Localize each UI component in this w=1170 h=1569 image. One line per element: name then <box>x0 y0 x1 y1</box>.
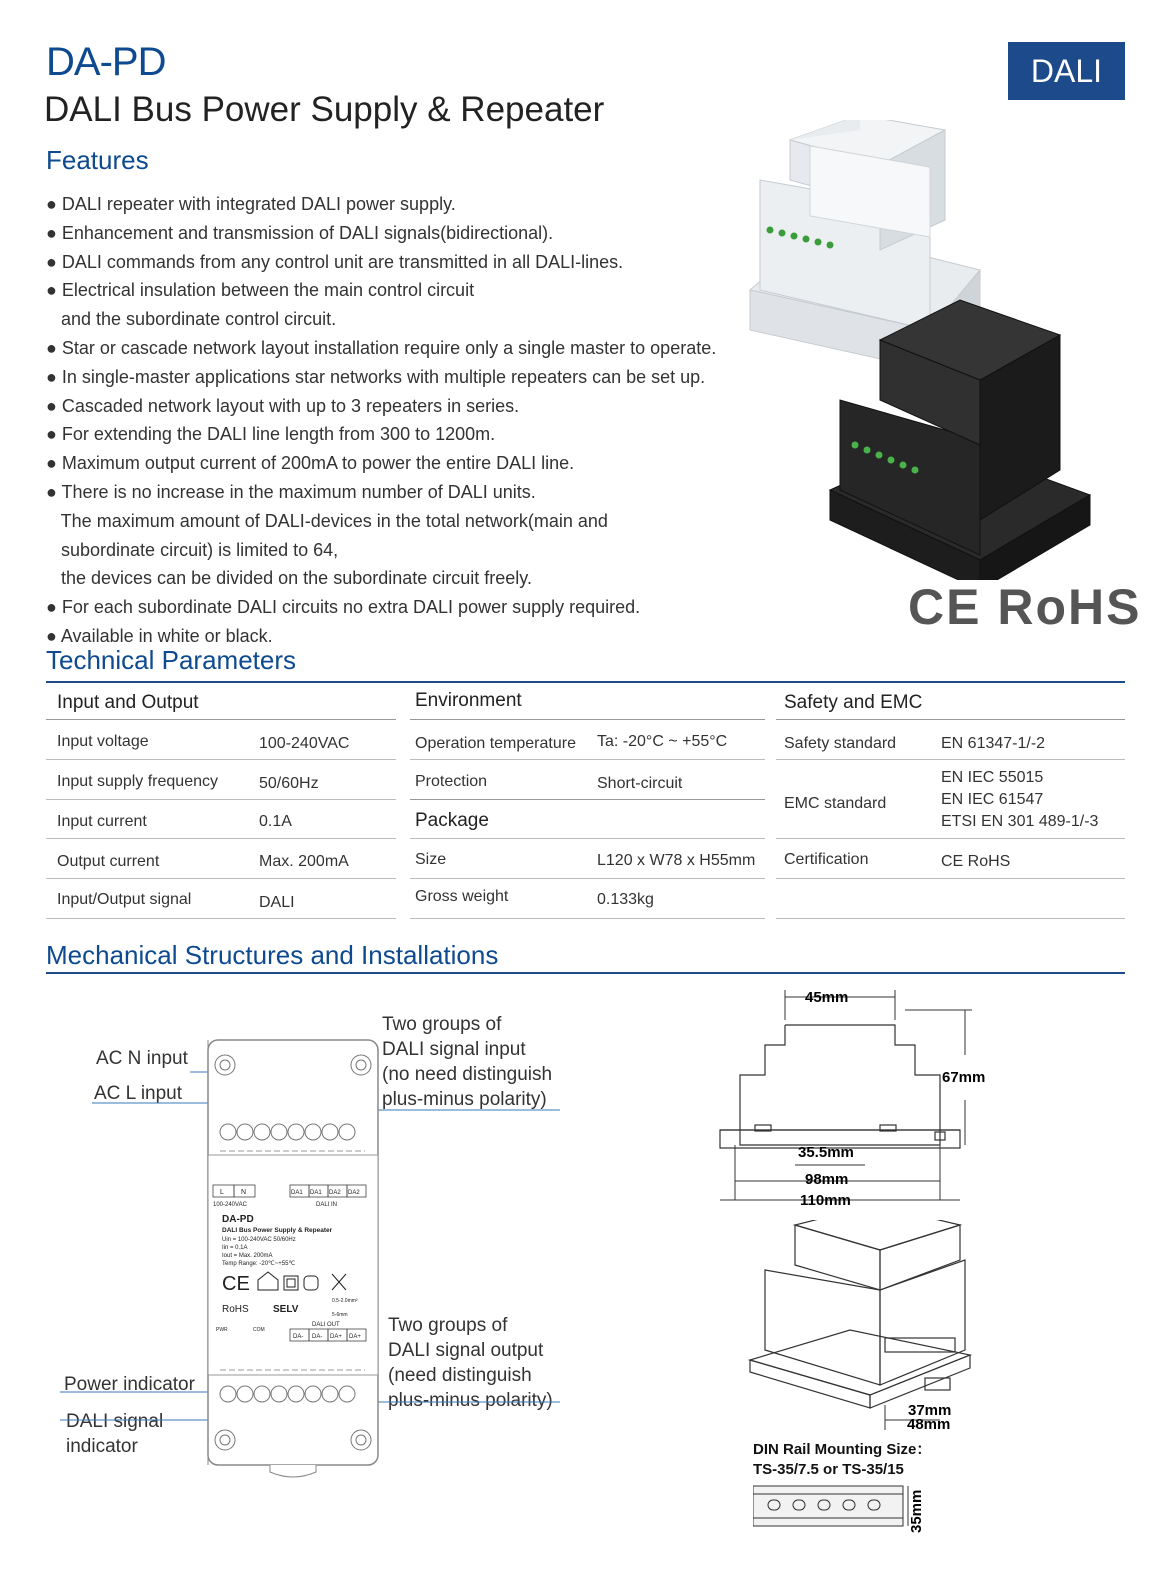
feature-item: ● Electrical insulation between the main control circuit <box>46 280 475 301</box>
dim-110: 110mm <box>800 1192 851 1209</box>
label-line: plus-minus polarity) <box>382 1089 547 1110</box>
mech-rule <box>46 972 1125 974</box>
label-line: DALI signal <box>66 1411 164 1432</box>
feature-item: ● For each subordinate DALI circuits no extra DALI power supply required. <box>46 597 641 618</box>
feature-item: ● In single-master applications star networks with multiple repeaters can be set up. <box>46 366 706 387</box>
divider <box>410 918 765 919</box>
dali-badge: DALI <box>1008 42 1125 100</box>
io-label: Input voltage <box>57 733 149 750</box>
product-photo <box>720 120 1140 580</box>
feature-item: subordinate circuit) is limited to 64, <box>46 539 339 560</box>
label-line: indicator <box>66 1436 138 1457</box>
divider <box>776 918 1125 919</box>
io-heading: Input and Output <box>57 692 199 713</box>
features-list <box>46 190 746 651</box>
divider <box>46 759 396 760</box>
io-value: 0.1A <box>259 813 292 830</box>
label-line: Two groups of <box>382 1014 502 1035</box>
io-label: Input/Output signal <box>57 891 192 908</box>
divider <box>46 838 396 839</box>
divider <box>46 878 396 879</box>
divider <box>410 878 765 879</box>
tech-rule <box>46 681 1125 683</box>
dali-out-terminal: DA- <box>312 1334 323 1340</box>
label-line: (need distinguish <box>388 1365 532 1386</box>
strip-length: 5-6mm <box>332 1312 348 1318</box>
label-line: plus-minus polarity) <box>388 1390 553 1411</box>
rohs-text: RoHS <box>222 1304 249 1315</box>
cert-value: CE RoHS <box>941 853 1011 870</box>
dim-35: 35mm <box>908 1489 925 1533</box>
io-value: 50/60Hz <box>259 775 319 792</box>
dali-out-terminal: DA- <box>293 1334 304 1340</box>
ac-l-label: AC L input <box>94 1083 183 1104</box>
voltage-text: 100-240VAC <box>213 1202 247 1208</box>
ac-n-label: AC N input <box>96 1048 188 1069</box>
ce-rohs-mark: CE RoHS <box>908 579 1142 635</box>
feature-item: and the subordinate control circuit. <box>46 309 337 330</box>
dali-out-terminal: DA+ <box>349 1334 361 1340</box>
divider <box>410 838 765 839</box>
com-text: COM <box>253 1327 265 1333</box>
dali-in-title: DALI IN <box>316 1202 338 1208</box>
feature-item: ● Star or cascade network layout installation require only a single master to operate. <box>46 337 717 358</box>
env-heading: Environment <box>415 690 522 711</box>
io-label: Input current <box>57 813 147 830</box>
package-value: L120 x W78 x H55mm <box>597 852 756 869</box>
dali-out-terminal: DA+ <box>330 1334 342 1340</box>
pwr-text: PWR <box>216 1327 228 1333</box>
page-title: DA-PD <box>46 40 166 84</box>
io-value: 100-240VAC <box>259 735 350 752</box>
package-heading: Package <box>415 810 489 831</box>
env-value: Short-circuit <box>597 775 683 792</box>
ce-symbol-icon: CE <box>222 1273 250 1295</box>
emc-value: EN IEC 61547 <box>941 791 1044 808</box>
din-types: TS-35/7.5 or TS-35/15 <box>753 1461 904 1478</box>
label-line: DALI signal input <box>382 1039 526 1060</box>
device-front-diagram <box>40 1020 580 1490</box>
feature-item: ● Enhancement and transmission of DALI signals(bidirectional). <box>46 222 554 243</box>
label-spec: Iin = 0.1A <box>222 1245 248 1251</box>
features-heading: Features <box>46 145 149 175</box>
wire-size: 0.5-2.0mm² <box>332 1298 358 1304</box>
divider <box>410 719 765 720</box>
io-label: Output current <box>57 853 160 870</box>
mech-heading: Mechanical Structures and Installations <box>46 940 499 970</box>
safety-heading: Safety and EMC <box>784 692 923 713</box>
perspective-view-drawing <box>740 1220 990 1430</box>
label-desc: DALI Bus Power Supply & Repeater <box>222 1227 333 1234</box>
label-spec: Iout = Max. 200mA <box>222 1253 273 1259</box>
label-line: (no need distinguish <box>382 1064 553 1085</box>
package-label: Gross weight <box>415 888 509 905</box>
feature-item: ● DALI commands from any control unit are transmitted in all DALI-lines. <box>46 251 624 272</box>
dim-37: 37mm <box>908 1402 952 1419</box>
terminal-n: N <box>241 1189 247 1196</box>
env-label: Protection <box>415 773 488 790</box>
label-spec: Temp Range: -20℃~+55℃ <box>222 1261 296 1267</box>
label-model: DA-PD <box>222 1214 254 1225</box>
dali-out-title: DALI OUT <box>312 1322 340 1328</box>
divider <box>410 799 765 800</box>
divider <box>46 799 396 800</box>
emc-value: EN IEC 55015 <box>941 769 1044 786</box>
page-subtitle: DALI Bus Power Supply & Repeater <box>44 90 605 129</box>
din-title: DIN Rail Mounting Size： <box>753 1441 932 1458</box>
safety-label: Safety standard <box>784 735 897 752</box>
io-label: Input supply frequency <box>57 773 218 790</box>
feature-item: ● Available in white or black. <box>46 625 273 646</box>
divider <box>410 759 765 760</box>
power-indicator-label: Power indicator <box>64 1374 195 1395</box>
env-label: Operation temperature <box>415 735 576 752</box>
dim-45: 45mm <box>805 989 849 1006</box>
feature-item: ● Cascaded network layout with up to 3 repeaters in series. <box>46 395 520 416</box>
din-rail-drawing <box>753 1478 938 1563</box>
dali-in-terminal: DA2 <box>329 1190 341 1196</box>
env-value: Ta: -20°C ~ +55°C <box>597 733 728 750</box>
feature-item: The maximum amount of DALI-devices in the total network(main and <box>46 510 608 531</box>
divider <box>776 878 1125 879</box>
side-view-drawing <box>710 985 990 1215</box>
dim-67: 67mm <box>942 1069 986 1086</box>
package-value: 0.133kg <box>597 891 654 908</box>
selv-text: SELV <box>273 1304 299 1315</box>
feature-item: ● For extending the DALI line length from 300 to 1200m. <box>46 424 496 445</box>
divider <box>46 918 396 919</box>
label-spec: Uin = 100-240VAC 50/60Hz <box>222 1237 296 1243</box>
dali-in-terminal: DA2 <box>348 1190 360 1196</box>
safety-value: EN 61347-1/-2 <box>941 735 1046 752</box>
feature-item: ● DALI repeater with integrated DALI power supply. <box>46 194 456 214</box>
dim-48: 48mm <box>907 1416 951 1430</box>
divider <box>46 719 396 720</box>
divider <box>776 838 1125 839</box>
feature-item: the devices can be divided on the subordinate circuit freely. <box>46 568 532 589</box>
package-label: Size <box>415 851 447 868</box>
label-line: Two groups of <box>388 1315 508 1336</box>
io-value: Max. 200mA <box>259 853 349 870</box>
divider <box>776 759 1125 760</box>
dim-35-5: 35.5mm <box>798 1144 854 1161</box>
dali-in-terminal: DA1 <box>310 1190 322 1196</box>
feature-item: ● There is no increase in the maximum number of DALI units. <box>46 481 536 502</box>
divider <box>776 719 1125 720</box>
dali-in-terminal: DA1 <box>291 1190 303 1196</box>
terminal-l: L <box>220 1189 224 1196</box>
emc-label: EMC standard <box>784 795 887 812</box>
cert-label: Certification <box>784 851 869 868</box>
feature-item: ● Maximum output current of 200mA to power the entire DALI line. <box>46 453 575 474</box>
tech-heading: Technical Parameters <box>46 645 296 675</box>
io-value: DALI <box>259 894 295 911</box>
label-line: DALI signal output <box>388 1340 544 1361</box>
emc-value: ETSI EN 301 489-1/-3 <box>941 813 1099 830</box>
dim-98: 98mm <box>805 1171 849 1188</box>
